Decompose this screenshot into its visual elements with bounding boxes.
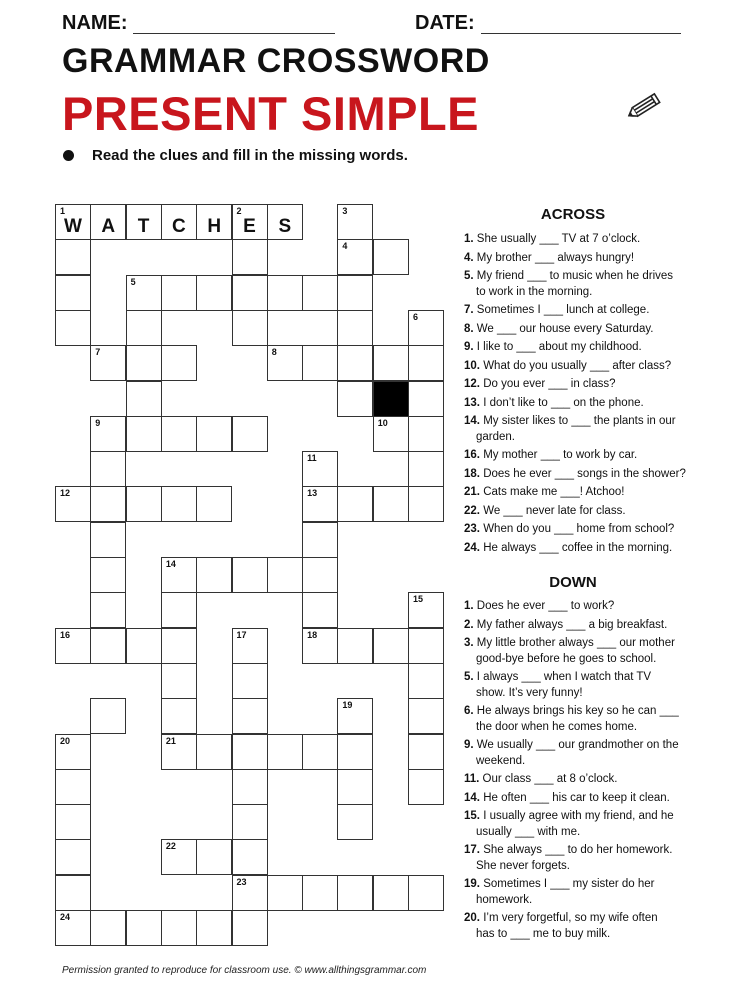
clue-number: 7 — [95, 347, 101, 358]
clue-text-continued: garden. — [476, 430, 516, 443]
clue-number: 5 — [130, 276, 136, 287]
clue-number: 1 — [60, 206, 66, 216]
crossword-cell[interactable] — [408, 734, 444, 770]
crossword-cell[interactable] — [408, 345, 444, 381]
across-clue — [464, 504, 724, 520]
clue-text: I like to ___ about my childhood. — [473, 341, 642, 353]
name-label: NAME: — [62, 12, 128, 34]
clue-text: Does he ever ___ songs in the shower? — [480, 467, 686, 480]
across-clue — [464, 541, 724, 557]
clue-text: My sister likes to ___ the plants in our — [480, 415, 676, 427]
crossword-cell[interactable] — [408, 381, 444, 417]
crossword-cell[interactable] — [161, 275, 197, 311]
crossword-cell[interactable] — [302, 557, 338, 593]
clue-label-number: 18. — [464, 467, 480, 480]
crossword-cell[interactable] — [408, 698, 444, 734]
crossword-cell[interactable] — [90, 910, 126, 946]
crossword-cell[interactable] — [126, 486, 162, 522]
clue-label-number: 6. — [464, 705, 474, 717]
crossword-cell[interactable] — [126, 310, 162, 346]
crossword-cell[interactable] — [267, 275, 303, 311]
clue-text-continued: the door when he comes home. — [476, 720, 638, 733]
crossword-cell[interactable] — [196, 486, 232, 522]
crossword-cell[interactable] — [232, 239, 268, 275]
clue-text: Sometimes I ___ my sister do her — [480, 878, 655, 890]
clue-label-number: 14. — [464, 791, 480, 804]
crossword-cell[interactable] — [55, 839, 91, 875]
crossword-cell[interactable] — [302, 345, 338, 381]
clue-text: He often ___ his car to keep it clean. — [480, 791, 670, 804]
crossword-cell[interactable] — [408, 663, 444, 699]
clue-text: He always brings his key so he can ___ — [473, 705, 679, 717]
crossword-cell[interactable] — [408, 628, 444, 664]
crossword-cell[interactable] — [196, 910, 232, 946]
crossword-cell[interactable] — [90, 592, 126, 628]
crossword-cell[interactable] — [373, 239, 409, 275]
clue-number: 3 — [342, 206, 348, 216]
crossword-cell[interactable] — [196, 416, 232, 452]
across-clue — [464, 485, 724, 501]
clue-text: What do you usually ___ after class? — [480, 359, 672, 372]
clue-text: We ___ our house every Saturday. — [473, 322, 654, 335]
clue-label-number: 5. — [464, 671, 474, 683]
clue-text: I don’t like to ___ on the phone. — [480, 396, 644, 409]
clue-text: I’m very forgetful, so my wife often — [480, 912, 658, 924]
crossword-cell[interactable] — [408, 451, 444, 487]
across-clue — [464, 414, 724, 445]
crossword-cell[interactable] — [161, 628, 197, 664]
clue-number: 18 — [307, 629, 318, 640]
across-title: ACROSS — [540, 206, 606, 223]
crossword-cell[interactable] — [373, 875, 409, 911]
crossword-cell[interactable] — [337, 310, 373, 346]
crossword-cell[interactable] — [232, 663, 268, 699]
down-clue — [464, 791, 724, 807]
clue-text: Our class ___ at 8 o’clock. — [479, 773, 618, 785]
crossword-cell[interactable] — [126, 345, 162, 381]
clue-text: Cats make me ___! Atchoo! — [480, 486, 625, 498]
crossword-cell[interactable] — [302, 275, 338, 311]
crossword-cell[interactable] — [373, 628, 409, 664]
crossword-black-cell — [373, 381, 409, 417]
clue-text-continued: good-bye before he goes to school. — [476, 652, 657, 665]
clue-label-number: 16. — [464, 449, 480, 461]
down-clue — [464, 704, 724, 735]
down-clue — [464, 738, 724, 769]
clue-number: 8 — [271, 347, 277, 358]
crossword-cell[interactable] — [161, 345, 197, 381]
crossword-cell[interactable] — [90, 557, 126, 593]
crossword-cell[interactable] — [337, 875, 373, 911]
crossword-cell[interactable] — [408, 486, 444, 522]
crossword-cell[interactable] — [337, 734, 373, 770]
page-subtitle: PRESENT SIMPLE — [62, 87, 480, 140]
date-label: DATE: — [415, 12, 475, 34]
down-title: DOWN — [549, 574, 597, 591]
crossword-cell[interactable] — [55, 804, 91, 840]
down-clue — [464, 843, 724, 874]
clue-label-number: 24. — [464, 541, 480, 554]
down-clue — [464, 809, 724, 840]
crossword-cell[interactable] — [126, 381, 162, 417]
crossword-cell[interactable] — [408, 416, 444, 452]
clue-label-number: 14. — [464, 415, 480, 427]
clue-text: My father always ___ a big breakfast. — [473, 618, 668, 631]
crossword-cell[interactable] — [232, 734, 268, 770]
clue-number: 2 — [236, 206, 242, 216]
crossword-cell[interactable] — [196, 734, 232, 770]
clue-text: My friend ___ to music when he drives — [473, 270, 674, 282]
clue-label-number: 9. — [464, 739, 474, 751]
down-clue — [464, 636, 724, 667]
clue-label-number: 15. — [464, 810, 480, 822]
across-clue — [464, 251, 724, 267]
crossword-cell[interactable] — [232, 416, 268, 452]
crossword-cell[interactable] — [161, 698, 197, 734]
clue-text: My brother ___ always hungry! — [473, 251, 635, 264]
across-clue — [464, 232, 724, 248]
clue-number: 4 — [342, 241, 348, 252]
crossword-cell[interactable] — [267, 734, 303, 770]
crossword-cell[interactable] — [232, 275, 268, 311]
across-clue — [464, 359, 724, 375]
crossword-cell[interactable] — [161, 592, 197, 628]
crossword-cell[interactable] — [196, 275, 232, 311]
clue-label-number: 22. — [464, 504, 480, 517]
filled-letter: E — [243, 216, 256, 237]
filled-letter: S — [278, 216, 292, 237]
crossword-cell[interactable] — [267, 557, 303, 593]
footer-copyright: Permission granted to reproduce for classroom use. © www.allthingsgrammar.com — [62, 965, 427, 976]
page-title: GRAMMAR CROSSWORD — [62, 42, 490, 80]
clue-label-number: 4. — [464, 251, 474, 264]
clue-label-number: 21. — [464, 486, 480, 498]
across-clue — [464, 322, 724, 338]
across-clue — [464, 377, 724, 393]
crossword-cell[interactable] — [126, 910, 162, 946]
across-clue — [464, 269, 724, 300]
clue-label-number: 11. — [464, 773, 480, 785]
filled-letter: H — [207, 216, 222, 237]
clue-text-continued: weekend. — [476, 754, 526, 767]
crossword-cell[interactable] — [232, 769, 268, 805]
clue-label-number: 17. — [464, 844, 480, 856]
crossword-cell[interactable] — [408, 875, 444, 911]
clue-number: 13 — [307, 488, 318, 499]
clue-label-number: 9. — [464, 341, 474, 353]
clue-label-number: 10. — [464, 359, 480, 372]
clue-label-number: 5. — [464, 270, 474, 282]
crossword-cell[interactable] — [267, 875, 303, 911]
clue-label-number: 12. — [464, 378, 480, 390]
crossword-cell[interactable] — [232, 804, 268, 840]
clue-label-number: 8. — [464, 322, 474, 335]
crossword-cell[interactable] — [161, 486, 197, 522]
crossword-cell[interactable] — [126, 628, 162, 664]
crossword-cell[interactable] — [90, 522, 126, 558]
clue-label-number: 2. — [464, 618, 474, 631]
crossword-cell[interactable] — [302, 875, 338, 911]
across-clue — [464, 448, 724, 464]
filled-letter: T — [137, 216, 150, 237]
across-clue — [464, 303, 724, 319]
crossword-cell[interactable] — [232, 910, 268, 946]
across-clue — [464, 467, 724, 483]
crossword-cell[interactable] — [232, 698, 268, 734]
clue-text-continued: usually ___ with me. — [476, 825, 581, 838]
clue-text: I usually agree with my friend, and he — [480, 810, 674, 822]
clue-text: My little brother always ___ our mother — [473, 637, 675, 649]
crossword-cell[interactable] — [126, 416, 162, 452]
filled-letter: W — [64, 216, 82, 237]
crossword-cell[interactable] — [55, 875, 91, 911]
crossword-cell[interactable] — [302, 592, 338, 628]
crossword-cell[interactable] — [55, 275, 91, 311]
clue-number: 10 — [377, 417, 388, 428]
clue-text-continued: to work in the morning. — [476, 285, 593, 298]
clue-number: 16 — [60, 629, 71, 640]
clue-label-number: 1. — [464, 233, 474, 245]
crossword-cell[interactable] — [161, 910, 197, 946]
clue-text-continued: She never forgets. — [476, 859, 570, 872]
crossword-cell[interactable] — [232, 310, 268, 346]
crossword-cell[interactable] — [302, 734, 338, 770]
crossword-cell[interactable] — [337, 486, 373, 522]
clue-text-continued: homework. — [476, 893, 533, 906]
clue-number: 9 — [95, 417, 101, 428]
clue-text: He always ___ coffee in the morning. — [480, 541, 673, 554]
crossword-cell[interactable] — [232, 557, 268, 593]
crossword-cell[interactable] — [161, 663, 197, 699]
filled-letter: C — [172, 216, 186, 237]
clue-text: We ___ never late for class. — [480, 504, 626, 517]
crossword-cell[interactable] — [55, 310, 91, 346]
crossword-cell[interactable] — [161, 416, 197, 452]
crossword-cell[interactable] — [337, 804, 373, 840]
down-clue — [464, 772, 724, 788]
down-clue — [464, 670, 724, 701]
clue-label-number: 3. — [464, 637, 474, 649]
crossword-cell[interactable] — [55, 769, 91, 805]
crossword-cell[interactable] — [196, 839, 232, 875]
clue-number: 15 — [413, 594, 424, 605]
clue-number: 14 — [165, 559, 176, 569]
down-clue — [464, 599, 724, 615]
clue-number: 19 — [342, 700, 353, 711]
clue-number: 24 — [60, 912, 71, 922]
clue-text: We usually ___ our grandmother on the — [473, 739, 679, 751]
crossword-cell[interactable] — [302, 522, 338, 558]
clue-label-number: 20. — [464, 912, 480, 924]
across-clue — [464, 522, 724, 538]
clue-text: I always ___ when I watch that TV — [473, 671, 652, 683]
clue-number: 17 — [236, 629, 247, 640]
crossword-cell[interactable] — [90, 486, 126, 522]
clue-label-number: 1. — [464, 600, 474, 612]
crossword-cell[interactable] — [232, 839, 268, 875]
crossword-cell[interactable] — [373, 486, 409, 522]
clue-text-continued: has to ___ me to buy milk. — [476, 927, 611, 940]
clue-text-continued: show. It’s very funny! — [476, 686, 583, 699]
clue-text: My mother ___ to work by car. — [480, 449, 638, 461]
crossword-cell[interactable] — [90, 451, 126, 487]
clue-number: 20 — [60, 735, 71, 746]
down-clue — [464, 911, 724, 942]
crossword-cell[interactable] — [196, 557, 232, 593]
crossword-cell[interactable] — [337, 628, 373, 664]
clue-number: 11 — [307, 453, 317, 464]
clue-label-number: 23. — [464, 523, 480, 535]
clue-text: Does he ever ___ to work? — [473, 600, 615, 612]
filled-letter: A — [101, 216, 116, 237]
clue-text: Sometimes I ___ lunch at college. — [473, 304, 650, 316]
crossword-cell[interactable] — [90, 628, 126, 664]
crossword-cell[interactable] — [337, 345, 373, 381]
down-clue — [464, 618, 724, 634]
clue-label-number: 13. — [464, 396, 480, 409]
crossword-cell[interactable] — [337, 275, 373, 311]
clue-text: When do you ___ home from school? — [480, 523, 675, 535]
across-clue — [464, 340, 724, 356]
clue-text: She usually ___ TV at 7 o’clock. — [473, 233, 641, 245]
clue-number: 12 — [60, 488, 71, 499]
crossword-cell[interactable] — [337, 381, 373, 417]
clue-number: 21 — [165, 735, 176, 746]
across-clue — [464, 396, 724, 412]
clue-text: Do you ever ___ in class? — [480, 378, 616, 390]
crossword-cell[interactable] — [55, 239, 91, 275]
down-clue — [464, 877, 724, 908]
clue-label-number: 7. — [464, 304, 474, 316]
crossword-cell[interactable] — [337, 769, 373, 805]
crossword-cell[interactable] — [408, 769, 444, 805]
clue-number: 23 — [236, 876, 247, 887]
crossword-cell[interactable] — [373, 345, 409, 381]
clue-number: 6 — [413, 311, 419, 322]
crossword-cell[interactable] — [90, 698, 126, 734]
clue-number: 22 — [165, 841, 176, 852]
clue-label-number: 19. — [464, 878, 480, 890]
clue-text: She always ___ to do her homework. — [480, 844, 673, 856]
instruction-text: Read the clues and fill in the missing words. — [92, 147, 408, 164]
